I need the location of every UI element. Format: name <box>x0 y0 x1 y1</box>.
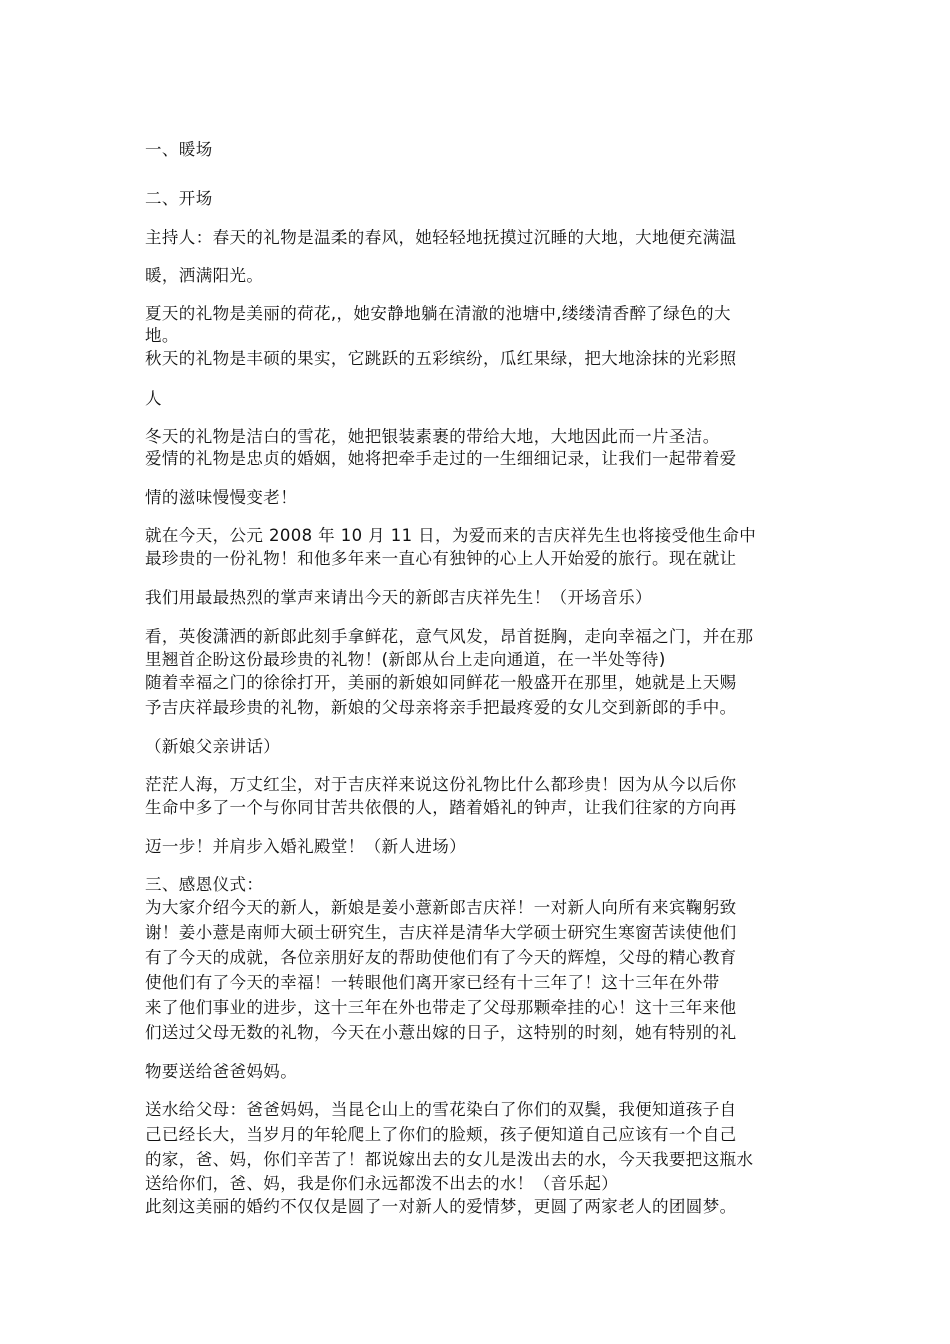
text-line: 有了今天的成就，各位亲朋好友的帮助使他们有了今天的辉煌，父母的精心教育 <box>145 948 737 967</box>
text-line: 暖，洒满阳光。 <box>145 266 264 285</box>
text-line: 迈一步！并肩步入婚礼殿堂！（新人进场） <box>145 837 467 856</box>
text-line: 来了他们事业的进步，这十三年在外也带走了父母那颗牵挂的心！这十三年来他 <box>145 998 737 1017</box>
text-line: 我们用最最热烈的掌声来请出今天的新郎吉庆祥先生！（开场音乐） <box>145 588 652 607</box>
text-line: （新娘父亲讲话） <box>145 737 281 756</box>
text-line: 就在今天，公元 2008 年 10 月 11 日，为爱而来的吉庆祥先生也将接受他生命中 <box>145 526 757 545</box>
section-heading-warmup: 一、暖场 <box>145 140 213 159</box>
text-line: 人 <box>145 389 162 408</box>
section-heading-opening: 二、开场 <box>145 189 213 208</box>
text-line: 最珍贵的一份礼物！和他多年来一直心有独钟的心上人开始爱的旅行。现在就让 <box>145 549 737 568</box>
text-line: 己已经长大，当岁月的年轮爬上了你们的脸颊，孩子便知道自己应该有一个自己 <box>145 1125 737 1144</box>
text-line: 们送过父母无数的礼物，今天在小薏出嫁的日子，这特别的时刻，她有特别的礼 <box>145 1023 737 1042</box>
text-line: 主持人：春天的礼物是温柔的春风，她轻轻地抚摸过沉睡的大地，大地便充满温 <box>145 228 737 247</box>
text-line: 随着幸福之门的徐徐打开，美丽的新娘如同鲜花一般盛开在那里，她就是上天赐 <box>145 673 737 692</box>
section-heading-gratitude: 三、感恩仪式： <box>145 875 264 894</box>
text-line: 看，英俊潇洒的新郎此刻手拿鲜花，意气风发，昂首挺胸，走向幸福之门，并在那 <box>145 627 754 646</box>
text-line: 此刻这美丽的婚约不仅仅是圆了一对新人的爱情梦，更圆了两家老人的团圆梦。 <box>145 1197 737 1216</box>
text-line: 秋天的礼物是丰硕的果实，它跳跃的五彩缤纷，瓜红果绿，把大地涂抹的光彩照 <box>145 349 737 368</box>
text-line: 的家，爸、妈，你们辛苦了！都说嫁出去的女儿是泼出去的水，今天我要把这瓶水 <box>145 1150 754 1169</box>
text-line: 送水给父母：爸爸妈妈，当昆仑山上的雪花染白了你们的双鬓，我便知道孩子自 <box>145 1100 737 1119</box>
text-line: 地。 <box>145 326 179 345</box>
text-line: 茫茫人海，万丈红尘，对于吉庆祥来说这份礼物比什么都珍贵！因为从今以后你 <box>145 775 737 794</box>
text-line: 予吉庆祥最珍贵的礼物，新娘的父母亲将亲手把最疼爱的女儿交到新郎的手中。 <box>145 698 737 717</box>
text-line: 里翘首企盼这份最珍贵的礼物！(新郎从台上走向通道，在一半处等待) <box>145 650 666 669</box>
text-line: 生命中多了一个与你同甘苦共依偎的人，踏着婚礼的钟声，让我们往家的方向再 <box>145 798 737 817</box>
text-line: 物要送给爸爸妈妈。 <box>145 1062 298 1081</box>
text-line: 送给你们，爸、妈，我是你们永远都泼不出去的水！（音乐起） <box>145 1174 619 1193</box>
text-line: 夏天的礼物是美丽的荷花,，她安静地躺在清澈的池塘中,缕缕清香醉了绿色的大 <box>145 304 731 323</box>
text-line: 谢！姜小薏是南师大硕士研究生，吉庆祥是清华大学硕士研究生寒窗苦读使他们 <box>145 923 737 942</box>
text-line: 为大家介绍今天的新人，新娘是姜小薏新郎吉庆祥！一对新人向所有来宾鞠躬致 <box>145 898 737 917</box>
text-line: 情的滋味慢慢变老！ <box>145 488 298 507</box>
text-line: 爱情的礼物是忠贞的婚姻，她将把牵手走过的一生细细记录，让我们一起带着爱 <box>145 449 737 468</box>
text-line: 冬天的礼物是洁白的雪花，她把银装素裹的带给大地，大地因此而一片圣洁。 <box>145 427 720 446</box>
text-line: 使他们有了今天的幸福！一转眼他们离开家已经有十三年了！这十三年在外带 <box>145 973 720 992</box>
